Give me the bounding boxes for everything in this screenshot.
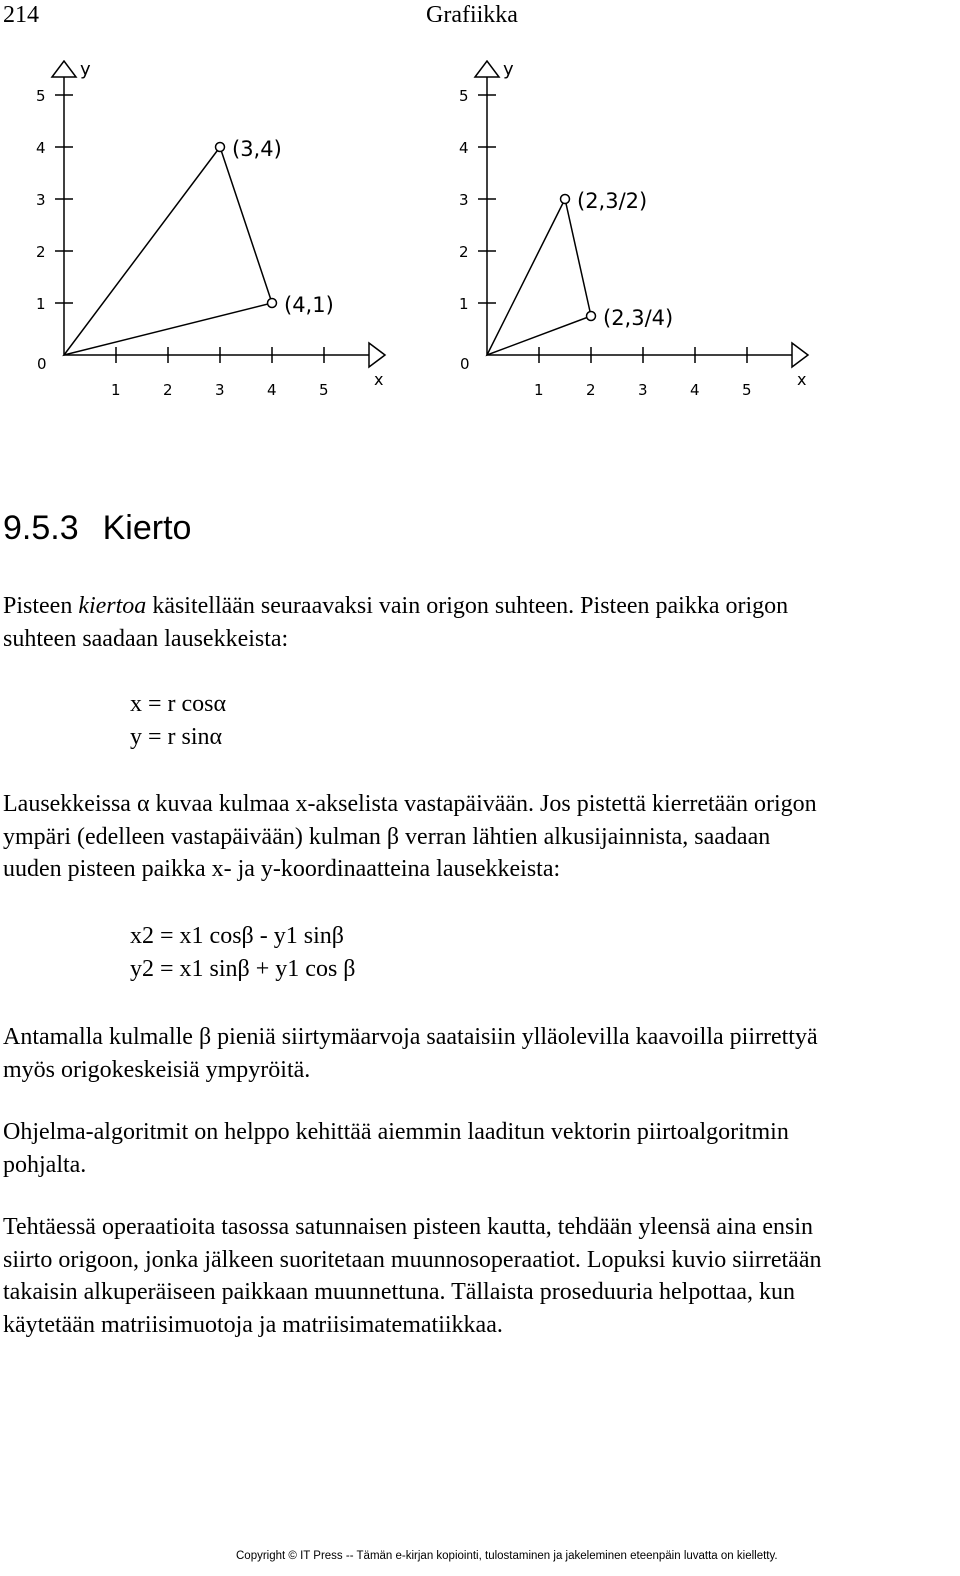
paragraph-line: Antamalla kulmalle β pieniä siirtymäarvoja saataisiin ylläolevilla kaavoilla piirrettyä — [3, 1024, 818, 1050]
vertex-marker — [561, 195, 570, 204]
equations-rotation — [130, 920, 356, 986]
vertex-marker — [268, 299, 277, 308]
vertex-label: (2,3/4) — [603, 306, 674, 330]
figure-left-triangle — [36, 60, 385, 399]
section-title: Kierto — [102, 509, 192, 547]
procedure-paragraph — [3, 1211, 960, 1341]
x-tick-label: 4 — [690, 381, 700, 399]
equation: x2 = x1 cosβ - y1 sinβ — [130, 923, 344, 949]
equation: y = r sinα — [130, 724, 223, 750]
y-tick-label: 4 — [459, 139, 469, 157]
x-axis-label: x — [374, 370, 384, 389]
x-axis-label: x — [797, 370, 807, 389]
x-axis-arrow-icon — [792, 343, 808, 367]
origin-label: 0 — [460, 355, 470, 373]
intro-text: suhteen saadaan lausekkeista: — [3, 625, 289, 652]
paragraph-line: Lausekkeissa α kuvaa kulmaa x-akselista vastapäivään. Jos pistettä kierretään origon — [3, 791, 817, 817]
paragraph-line: takaisin alkuperäiseen paikkaan muunnettuna. Tällaista proseduuria helpottaa, kun — [3, 1279, 795, 1305]
vertex-label: (3,4) — [232, 137, 282, 161]
paragraph-line: ympäri (edelleen vastapäivään) kulman β verran lähtien alkusijainnista, saadaan — [3, 823, 771, 850]
triangle-shape — [487, 199, 591, 355]
circle-paragraph — [3, 1021, 960, 1086]
y-tick-label: 5 — [459, 87, 469, 105]
paragraph-line: myös origokeskeisiä ympyröitä. — [3, 1056, 311, 1083]
paragraph-line: Tehtäessä operaatioita tasossa satunnaisen pisteen kautta, tehdään yleensä aina ensin — [3, 1214, 814, 1240]
y-tick-label: 3 — [459, 191, 469, 209]
intro-text: Pisteen — [3, 593, 79, 619]
intro-paragraph — [3, 590, 960, 655]
running-header-title: Grafiikka — [426, 2, 518, 28]
x-tick-label: 1 — [111, 381, 121, 399]
x-tick-label: 5 — [742, 381, 752, 399]
figure-right-scaled-triangle — [459, 60, 808, 399]
y-tick-label: 2 — [36, 243, 46, 261]
y-tick-label: 4 — [36, 139, 46, 157]
section-heading — [3, 508, 191, 548]
vertex-marker — [587, 312, 596, 321]
y-tick-label: 2 — [459, 243, 469, 261]
x-tick-label: 3 — [638, 381, 648, 399]
equations-polar — [130, 688, 226, 754]
algorithm-paragraph — [3, 1116, 960, 1181]
paragraph-line: pohjalta. — [3, 1151, 87, 1178]
y-tick-label: 1 — [36, 295, 46, 313]
x-tick-label: 3 — [215, 381, 225, 399]
intro-italic-term: kiertoa — [78, 593, 147, 619]
rotation-paragraph — [3, 788, 960, 886]
x-axis-arrow-icon — [369, 343, 385, 367]
x-tick-label: 2 — [586, 381, 596, 399]
copyright-footer: Copyright © IT Press -- Tämän e-kirjan kopiointi, tulostaminen ja jakeleminen eteenpäin luvatta on kielletty. — [236, 1550, 778, 1562]
figures-area — [0, 60, 960, 420]
y-axis-label: y — [80, 60, 91, 80]
y-axis-label: y — [503, 60, 514, 80]
x-tick-label: 5 — [319, 381, 329, 399]
y-tick-label: 5 — [36, 87, 46, 105]
y-axis-arrow-icon — [52, 61, 76, 77]
paragraph-line: siirto origoon, jonka jälkeen suoritetaan muunnosoperaatiot. Lopuksi kuvio siirretään — [3, 1246, 822, 1273]
paragraph-line: käytetään matriisimuotoja ja matriisimatematiikkaa. — [3, 1311, 503, 1338]
y-tick-label: 1 — [459, 295, 469, 313]
intro-text: käsitellään seuraavaksi vain origon suhteen. Pisteen paikka origon — [146, 593, 789, 619]
paragraph-line: Ohjelma-algoritmit on helppo kehittää aiemmin laaditun vektorin piirtoalgoritmin — [3, 1119, 789, 1145]
x-tick-label: 4 — [267, 381, 277, 399]
equation: x = r cosα — [130, 691, 227, 717]
triangle-shape — [64, 147, 272, 355]
equation: y2 = x1 sinβ + y1 cos β — [130, 956, 356, 982]
vertex-marker — [216, 143, 225, 152]
paragraph-line: uuden pisteen paikka x- ja y-koordinaatteina lausekkeista: — [3, 856, 561, 882]
page-number: 214 — [3, 2, 39, 28]
y-tick-label: 3 — [36, 191, 46, 209]
section-number: 9.5.3 — [3, 509, 79, 547]
origin-label: 0 — [37, 355, 47, 373]
vertex-label: (2,3/2) — [577, 189, 648, 213]
x-tick-label: 2 — [163, 381, 173, 399]
vertex-label: (4,1) — [284, 293, 334, 317]
x-tick-label: 1 — [534, 381, 544, 399]
y-axis-arrow-icon — [475, 61, 499, 77]
